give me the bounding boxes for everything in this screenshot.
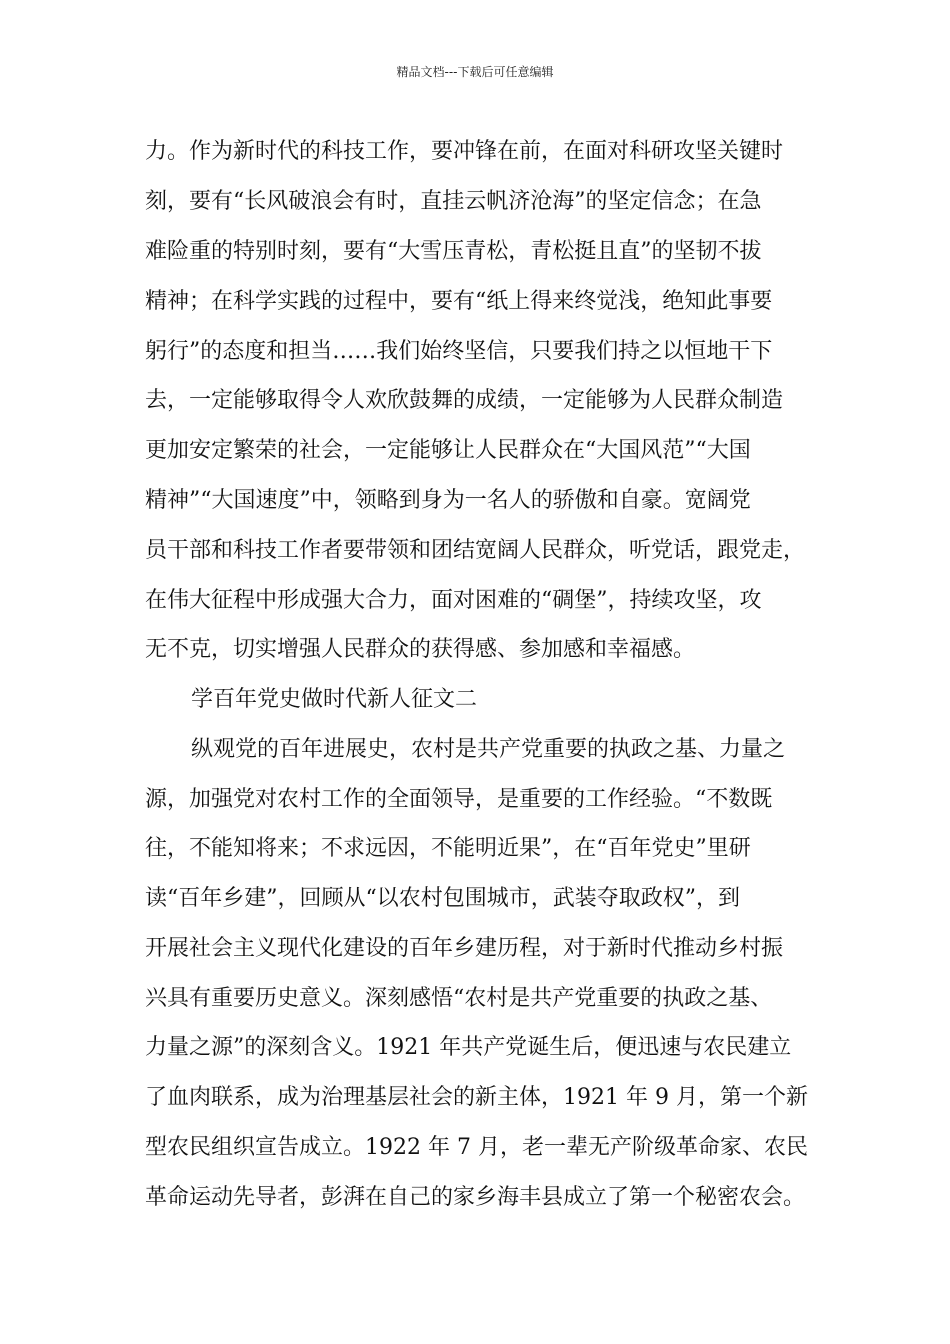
body-line: 躬行”的态度和担当……我们始终坚信，只要我们持之以恒地干下: [145, 339, 773, 364]
body-line: 难险重的特别时刻，要有“大雪压青松，青松挺且直”的坚韧不拔: [145, 239, 762, 264]
body-line: 纵观党的百年进展史，农村是共产党重要的执政之基、力量之: [191, 737, 786, 762]
body-line: 开展社会主义现代化建设的百年乡建历程，对于新时代推动乡村振: [145, 936, 784, 961]
body-line: 兴具有重要历史意义。深刻感悟“农村是共产党重要的执政之基、: [145, 986, 773, 1011]
body-line: 源，加强党对农村工作的全面领导，是重要的工作经验。“不数既: [145, 787, 773, 812]
body-line: 革命运动先导者，彭湃在自己的家乡海丰县成立了第一个秘密农会。: [145, 1185, 806, 1210]
body-line: 去，一定能够取得令人欢欣鼓舞的成绩，一定能够为人民群众制造: [145, 388, 784, 413]
body-line: 更加安定繁荣的社会，一定能够让人民群众在“大国风范”“大国: [145, 438, 751, 463]
body-line: 了血肉联系，成为治理基层社会的新主体，1921 年 9 月，第一个新: [145, 1085, 808, 1110]
body-line: 精神”“大国速度”中，领略到身为一名人的骄傲和自豪。宽阔党: [145, 488, 751, 513]
body-line: 读“百年乡建”，回顾从“以农村包围城市，武装夺取政权”，到: [145, 886, 740, 911]
page-header: 精品文档---下载后可任意编辑: [396, 65, 554, 79]
body-line: 在伟大征程中形成强大合力，面对困难的“碉堡”，持续攻坚，攻: [145, 588, 762, 613]
body-line: 刻，要有“长风破浪会有时，直挂云帆济沧海”的坚定信念；在急: [145, 189, 762, 214]
body-line: 员干部和科技工作者要带领和团结宽阔人民群众，听党话，跟党走，: [145, 538, 806, 563]
body-line: 力。作为新时代的科技工作，要冲锋在前，在面对科研攻坚关键时: [145, 139, 784, 164]
section-heading: 学百年党史做时代新人征文二: [191, 687, 478, 712]
body-line: 无不克，切实增强人民群众的获得感、参加感和幸福感。: [145, 637, 696, 662]
body-line: 精神；在科学实践的过程中，要有“纸上得来终觉浅，绝知此事要: [145, 289, 773, 314]
body-line: 往，不能知将来；不求远因，不能明近果”，在“百年党史”里研: [145, 836, 751, 861]
body-line: 型农民组织宣告成立。1922 年 7 月，老一辈无产阶级革命家、农民: [145, 1135, 808, 1160]
body-line: 力量之源”的深刻含义。1921 年共产党诞生后，便迅速与农民建立: [145, 1035, 792, 1060]
